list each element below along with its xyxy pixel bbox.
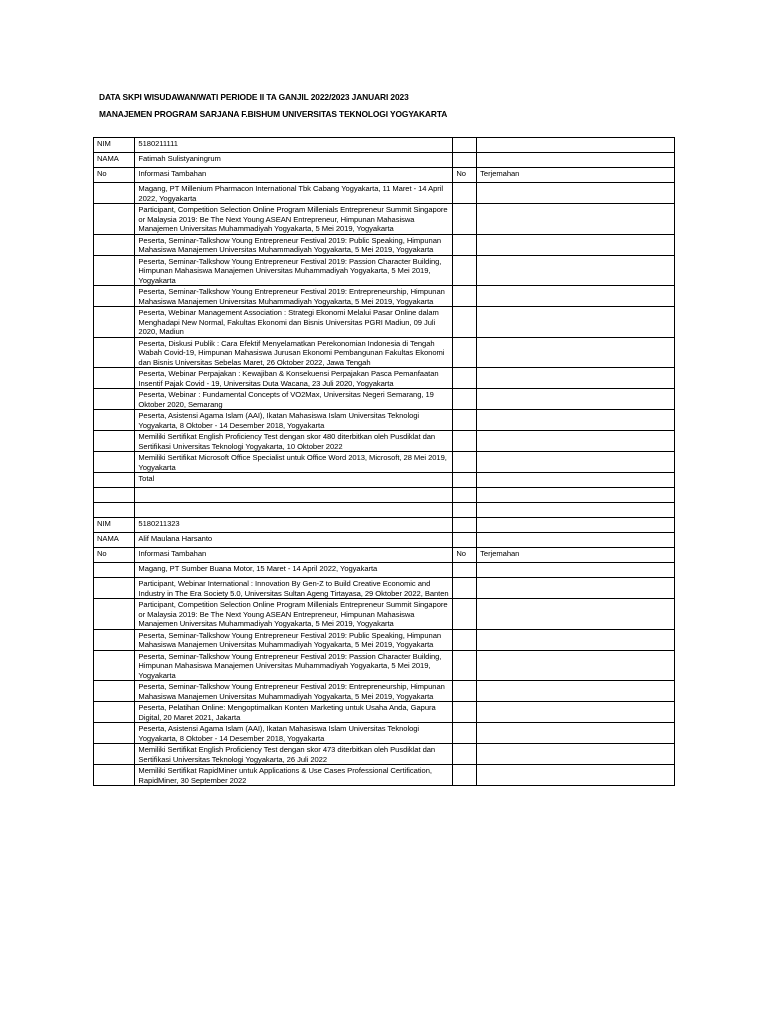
item-translation [477,452,675,473]
item-text: Peserta, Diskusi Publik : Cara Efektif Menyelamatkan Perekonomian Indonesia di Tengah Wabah Covid-19, Himpunan Mahasiswa Jurusan Ekonomi Pembangunan Fakultas Ekonomi dan Bisnis Universitas Sebelas Maret, 26 Oktober 2022, Jawa Tengah [135,337,453,368]
item-number [453,650,477,681]
header-row [94,168,675,183]
empty-cell [94,503,135,518]
item-translation [477,286,675,307]
nama-label: NAMA [94,153,135,168]
item-number [453,307,477,338]
item-row [94,410,675,431]
empty-cell [477,153,675,168]
item-text: Peserta, Seminar-Talkshow Young Entrepreneur Festival 2019: Passion Character Building, Himpunan Mahasiswa Manajemen Universitas Muhammadiyah Yogyakarta, 5 Mei 2019, Yogyakarta [135,650,453,681]
item-translation [477,599,675,630]
item-text: Memiliki Sertifikat Microsoft Office Specialist untuk Office Word 2013, Microsoft, 28 Mei 2019, Yogyakarta [135,452,453,473]
item-row [94,389,675,410]
item-row [94,681,675,702]
item-number [94,204,135,235]
item-row [94,650,675,681]
item-text: Peserta, Webinar Management Association : Strategi Ekonomi Melalui Pasar Online dalam Menghadapi New Normal, Fakultas Ekonomi dan Bisnis Universitas PGRI Madiun, 09 Juli 2020, Madiun [135,307,453,338]
item-row [94,765,675,786]
item-row [94,452,675,473]
item-text: Magang, PT Millenium Pharmacon International Tbk Cabang Yogyakarta, 11 Maret - 14 April 2022, Yogyakarta [135,183,453,204]
item-number [453,183,477,204]
empty-cell [453,503,477,518]
item-translation [477,410,675,431]
item-number [453,368,477,389]
nim-row [94,518,675,533]
item-row [94,599,675,630]
item-number [453,431,477,452]
item-number [453,234,477,255]
item-text: Peserta, Webinar : Fundamental Concepts of VO2Max, Universitas Negeri Semarang, 19 Oktober 2020, Semarang [135,389,453,410]
empty-cell [453,153,477,168]
item-text: Peserta, Asistensi Agama Islam (AAI), Ikatan Mahasiswa Islam Universitas Teknologi Yogyakarta, 8 Oktober - 14 Desember 2018, Yogyakarta [135,723,453,744]
item-translation [477,255,675,286]
item-translation [477,183,675,204]
item-number [453,563,477,578]
item-text: Memiliki Sertifikat English Proficiency Test dengan skor 473 diterbitkan oleh Pusdiklat dan Sertifikasi Universitas Teknologi Yogyakarta, 26 Juli 2022 [135,744,453,765]
empty-cell [94,473,135,488]
item-number [453,765,477,786]
item-number [94,431,135,452]
nama-value: Fatimah Sulistyaningrum [135,153,453,168]
item-text: Participant, Competition Selection Online Program Millenials Entrepreneur Summit Singapore or Malaysia 2019: Be The Next Young ASEAN Entrepreneur, Himpunan Mahasiswa Manajemen Universitas Muhammadiyah Yogyakarta, 5 Mei 2019, Yogyakarta [135,204,453,235]
no-header: No [94,168,135,183]
empty-cell [453,138,477,153]
item-row [94,183,675,204]
item-number [94,650,135,681]
item-translation [477,389,675,410]
item-number [94,452,135,473]
item-translation [477,563,675,578]
item-translation [477,578,675,599]
item-number [453,204,477,235]
item-text: Memiliki Sertifikat English Proficiency Test dengan skor 480 diterbitkan oleh Pusdiklat dan Sertifikasi Universitas Teknologi Yogyakarta, 10 Oktober 2022 [135,431,453,452]
item-row [94,337,675,368]
item-number [453,337,477,368]
item-translation [477,431,675,452]
item-text: Peserta, Webinar Perpajakan : Kewajiban & Konsekuensi Perpajakan Pasca Pemanfaatan Insentif Pajak Covid - 19, Universitas Duta Wacana, 23 Juli 2020, Yogyakarta [135,368,453,389]
nim-label: NIM [94,138,135,153]
total-label: Total [135,473,453,488]
item-number [453,452,477,473]
item-text: Peserta, Seminar-Talkshow Young Entrepreneur Festival 2019: Public Speaking, Himpunan Mahasiswa Manajemen Universitas Muhammadiyah Yogyakarta, 5 Mei 2019, Yogyakarta [135,234,453,255]
no-header: No [453,548,477,563]
item-text: Peserta, Seminar-Talkshow Young Entrepreneur Festival 2019: Entrepreneurship, Himpunan Mahasiswa Manajemen Universitas Muhammadiyah Yogyakarta, 5 Mei 2019, Yogyakarta [135,286,453,307]
item-number [94,629,135,650]
item-translation [477,368,675,389]
empty-cell [135,503,453,518]
document-subtitle: MANAJEMEN PROGRAM SARJANA F.BISHUM UNIVERSITAS TEKNOLOGI YOGYAKARTA [99,109,448,119]
item-row [94,629,675,650]
item-number [453,702,477,723]
terjemahan-header: Terjemahan [477,548,675,563]
empty-cell [477,533,675,548]
nim-value: 5180211323 [135,518,453,533]
item-text: Peserta, Seminar-Talkshow Young Entrepreneur Festival 2019: Entrepreneurship, Himpunan Mahasiswa Manajemen Universitas Muhammadiyah Yogyakarta, 5 Mei 2019, Yogyakarta [135,681,453,702]
item-number [94,410,135,431]
informasi-header: Informasi Tambahan [135,168,453,183]
item-row [94,368,675,389]
item-translation [477,702,675,723]
item-translation [477,744,675,765]
item-text: Participant, Webinar International : Innovation By Gen-Z to Build Creative Economic and Industry in The Era Society 5.0, Universitas Sultan Ageng Tirtayasa, 29 Oktober 2022, Banten [135,578,453,599]
empty-cell [453,518,477,533]
item-translation [477,723,675,744]
empty-cell [477,503,675,518]
nim-row [94,138,675,153]
item-text: Magang, PT Sumber Buana Motor, 15 Maret - 14 April 2022, Yogyakarta [135,563,453,578]
nama-label: NAMA [94,533,135,548]
terjemahan-header: Terjemahan [477,168,675,183]
item-row [94,563,675,578]
no-header: No [94,548,135,563]
no-header: No [453,168,477,183]
nama-row [94,153,675,168]
item-number [453,681,477,702]
item-translation [477,765,675,786]
item-number [94,681,135,702]
item-row [94,234,675,255]
item-number [94,723,135,744]
empty-cell [477,473,675,488]
item-text: Peserta, Pelatihan Online: Mengoptimalkan Konten Marketing untuk Usaha Anda, Gapura Digital, 20 Maret 2021, Jakarta [135,702,453,723]
item-text: Participant, Competition Selection Online Program Millenials Entrepreneur Summit Singapore or Malaysia 2019: Be The Next Young ASEAN Entrepreneur, Himpunan Mahasiswa Manajemen Universitas Muhammadiyah Yogyakarta, 5 Mei 2019, Yogyakarta [135,599,453,630]
item-number [453,410,477,431]
item-translation [477,337,675,368]
item-translation [477,234,675,255]
blank-row [94,488,675,503]
nama-value: Alif Maulana Harsanto [135,533,453,548]
item-translation [477,204,675,235]
item-text: Memiliki Sertifikat RapidMiner untuk Applications & Use Cases Professional Certification, RapidMiner, 30 September 2022 [135,765,453,786]
empty-cell [477,518,675,533]
item-text: Peserta, Seminar-Talkshow Young Entrepreneur Festival 2019: Public Speaking, Himpunan Mahasiswa Manajemen Universitas Muhammadiyah Yogyakarta, 5 Mei 2019, Yogyakarta [135,629,453,650]
empty-cell [453,488,477,503]
item-row [94,723,675,744]
item-number [453,723,477,744]
item-number [453,629,477,650]
empty-cell [477,138,675,153]
empty-cell [453,473,477,488]
item-translation [477,307,675,338]
item-number [94,389,135,410]
item-row [94,204,675,235]
nama-row [94,533,675,548]
empty-cell [94,488,135,503]
item-number [453,255,477,286]
nim-value: 5180211111 [135,138,453,153]
item-number [94,702,135,723]
item-number [94,599,135,630]
item-number [453,744,477,765]
item-row [94,702,675,723]
item-number [453,599,477,630]
item-number [453,578,477,599]
total-row [94,473,675,488]
document-title: DATA SKPI WISUDAWAN/WATI PERIODE II TA GANJIL 2022/2023 JANUARI 2023 [99,92,409,102]
item-row [94,431,675,452]
item-number [94,765,135,786]
item-number [94,286,135,307]
item-row [94,286,675,307]
item-row [94,255,675,286]
item-number [94,563,135,578]
header-row [94,548,675,563]
item-number [94,255,135,286]
item-translation [477,629,675,650]
empty-cell [477,488,675,503]
item-number [94,234,135,255]
blank-row [94,503,675,518]
informasi-header: Informasi Tambahan [135,548,453,563]
item-translation [477,650,675,681]
item-row [94,744,675,765]
item-number [453,286,477,307]
skpi-table-body [94,138,675,786]
item-text: Peserta, Asistensi Agama Islam (AAI), Ikatan Mahasiswa Islam Universitas Teknologi Yogyakarta, 8 Oktober - 14 Desember 2018, Yogyakarta [135,410,453,431]
skpi-table [93,137,675,786]
item-row [94,578,675,599]
empty-cell [453,533,477,548]
item-number [94,307,135,338]
item-row [94,307,675,338]
item-number [94,337,135,368]
empty-cell [135,488,453,503]
item-number [94,744,135,765]
item-number [94,368,135,389]
item-number [94,578,135,599]
item-text: Peserta, Seminar-Talkshow Young Entrepreneur Festival 2019: Passion Character Building, Himpunan Mahasiswa Manajemen Universitas Muhammadiyah Yogyakarta, 5 Mei 2019, Yogyakarta [135,255,453,286]
item-number [453,389,477,410]
item-translation [477,681,675,702]
item-number [94,183,135,204]
nim-label: NIM [94,518,135,533]
